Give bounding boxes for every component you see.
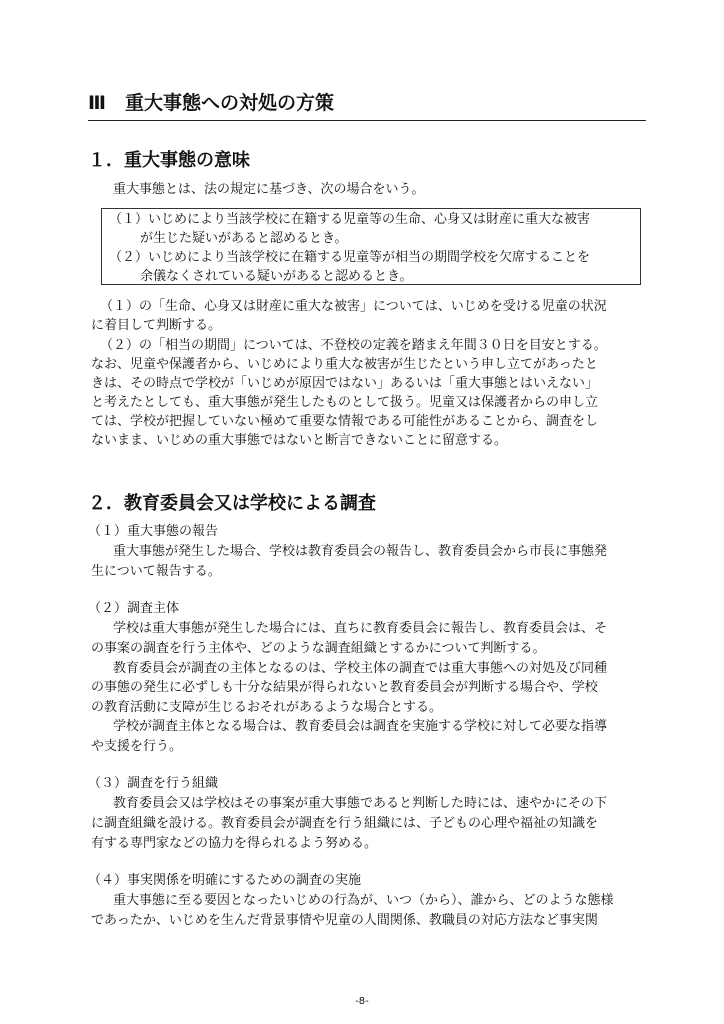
body-line: 学校は重大事態が発生した場合には、直ちに教育委員会に報告し、教育委員会は、そ — [113, 621, 608, 636]
body-line: きは、その時点で学校が「いじめが原因ではない」あるいは「重大事態とはいえない」 — [91, 376, 599, 391]
body-line: の事案の調査を行う主体や、どのような調査組織とするかについて判断する。 — [91, 641, 546, 656]
body-line: 生について報告する。 — [91, 564, 221, 579]
subsection-title: （４）事実関係を明確にするための調査の実施 — [88, 873, 362, 888]
body-line: に調査組織を設ける。教育委員会が調査を行う組織には、子どもの心理や福祉の知識を — [91, 816, 599, 831]
body-line: ては、学校が把握していない極めて重要な情報である可能性があることから、調査をし — [91, 414, 599, 429]
body-line: 重大事態に至る要因となったいじめの行為が、いつ（から）、誰から、どのような態様 — [113, 893, 614, 908]
section1-heading: １．重大事態の意味 — [88, 150, 250, 171]
definition-line: が生じた疑いがあると認めるとき。 — [140, 231, 348, 246]
body-line: （２）の「相当の期間」については、不登校の定義を踏まえ年間３０日を目安とする。 — [100, 338, 607, 353]
chapter-title: Ⅲ 重大事態への対処の方策 — [88, 88, 646, 121]
body-line: （１）の「生命、心身又は財産に重大な被害」については、いじめを受ける児童の状況 — [100, 299, 607, 314]
subsection-title: （２）調査主体 — [88, 601, 180, 616]
definition-line: （１）いじめにより当該学校に在籍する児童等の生命、心身又は財産に重大な被害 — [109, 212, 591, 227]
page-number: -8- — [355, 996, 369, 1007]
body-line: 学校が調査主体となる場合は、教育委員会は調査を実施する学校に対して必要な指導 — [113, 719, 608, 734]
body-line: の事態の発生に必ずしも十分な結果が得られないと教育委員会が判断する場合や、学校 — [91, 680, 598, 695]
body-line: なお、児童や保護者から、いじめにより重大な被害が生じたという申し立てがあったと — [91, 357, 598, 372]
subsection-title: （１）重大事態の報告 — [88, 524, 219, 539]
body-line: の教育活動に支障が生じるおそれがあるような場合とする。 — [91, 700, 443, 715]
body-line: 重大事態が発生した場合、学校は教育委員会の報告し、教育委員会から市長に事態発 — [113, 544, 608, 559]
definition-line: （２）いじめにより当該学校に在籍する児童等が相当の期間学校を欠席することを — [109, 250, 591, 265]
subsection-title: （３）調査を行う組織 — [88, 776, 219, 791]
body-line: ないまま、いじめの重大事態ではないと断言できないことに留意する。 — [91, 433, 508, 448]
body-line: 教育委員会が調査の主体となるのは、学校主体の調査では重大事態への対処及び同種 — [113, 661, 608, 676]
section1-intro: 重大事態とは、法の規定に基づき、次の場合をいう。 — [113, 182, 425, 197]
definition-line: 余儀なくされている疑いがあると認めるとき。 — [140, 269, 413, 284]
section2-heading: ２．教育委員会又は学校による調査 — [88, 493, 376, 514]
body-line: や支援を行う。 — [91, 739, 183, 754]
body-line: に着目して判断する。 — [91, 318, 222, 333]
body-line: であったか、いじめを生んだ背景事情や児童の人間関係、教職員の対応方法など事実関 — [91, 913, 598, 928]
body-line: と考えたとしても、重大事態が発生したものとして扱う。児童又は保護者からの申し立 — [91, 395, 599, 410]
body-line: 教育委員会又は学校はその事案が重大事態であると判断した時には、速やかにその下 — [113, 796, 608, 811]
body-line: 有する専門家などの協力を得られるよう努める。 — [91, 836, 378, 851]
